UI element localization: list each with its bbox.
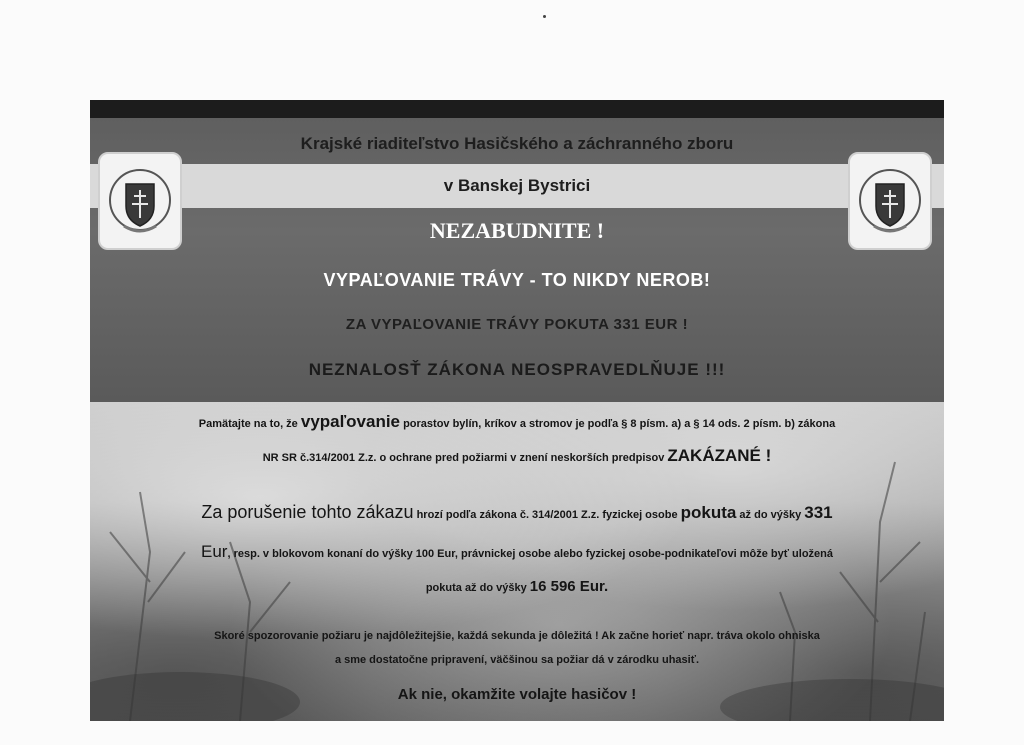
penalty-text: hrozí podľa zákona č. 314/2001 Z.z. fyzickej osobe	[413, 509, 681, 521]
max-penalty-text: pokuta až do výšky	[425, 582, 530, 594]
paragraph-penalty-line1	[90, 502, 944, 523]
organization-city: v Banskej Bystrici	[443, 176, 591, 195]
headline-fine: ZA VYPAĽOVANIE TRÁVY POKUTA 331 EUR !	[345, 316, 689, 333]
penalty-keyword: pokuta	[680, 503, 737, 522]
paragraph-penalty-line3	[90, 578, 944, 595]
penalty-lead: Za porušenie tohto zákazu	[201, 502, 414, 522]
prohibition-keyword: vypaľovanie	[300, 412, 401, 431]
forbidden-keyword: ZAKÁZANÉ !	[667, 446, 772, 465]
paragraph-extinguish: a sme dostatočne pripravení, väčšinou sa požiar dá v zárodku uhasiť.	[334, 654, 700, 666]
poster-header	[90, 118, 944, 402]
penalty-currency: Eur	[201, 542, 228, 561]
paragraph-penalty-line2	[90, 542, 944, 562]
scan-dot	[543, 15, 546, 18]
penalty-up-to: až do výšky	[736, 509, 805, 521]
prohibition-detail: porastov bylín, kríkov a stromov je podľa § 8 písm. a) a § 14 ods. 2 písm. b) zákona	[400, 418, 836, 430]
organization-name: Krajské riaditeľstvo Hasičského a záchranného zboru	[300, 134, 734, 153]
poster-top-bar	[90, 100, 944, 118]
paragraph-prohibition	[90, 412, 944, 432]
burning-grass-photo	[90, 402, 944, 721]
penalty-amount: 331	[804, 503, 833, 522]
headline-subtitle: VYPAĽOVANIE TRÁVY - TO NIKDY NEROB!	[323, 270, 711, 290]
paragraph-law-reference	[90, 446, 944, 466]
paragraph-early-detection: Skoré spozorovanie požiaru je najdôležitejšie, každá sekunda je dôležitá ! Ak začne horieť napr. tráva okolo ohniska	[214, 630, 820, 642]
headline-title: NEZABUDNITE !	[429, 218, 605, 243]
max-penalty-amount: 16 596 Eur.	[529, 578, 609, 595]
penalty-block-text: , resp. v blokovom konaní do výšky 100 Eur, právnickej osobe alebo fyzickej osobe-podnikateľovi môže byť uložená	[227, 548, 833, 560]
call-firefighters: Ak nie, okamžite volajte hasičov !	[397, 686, 637, 703]
fire-warning-poster	[90, 100, 944, 721]
headline-law: NEZNALOSŤ ZÁKONA NEOSPRAVEDLŇUJE !!!	[308, 360, 726, 379]
prohibition-intro: Pamätajte na to, že	[198, 418, 301, 430]
law-reference-text: NR SR č.314/2001 Z.z. o ochrane pred požiarmi v znení neskorších predpisov	[262, 452, 668, 464]
